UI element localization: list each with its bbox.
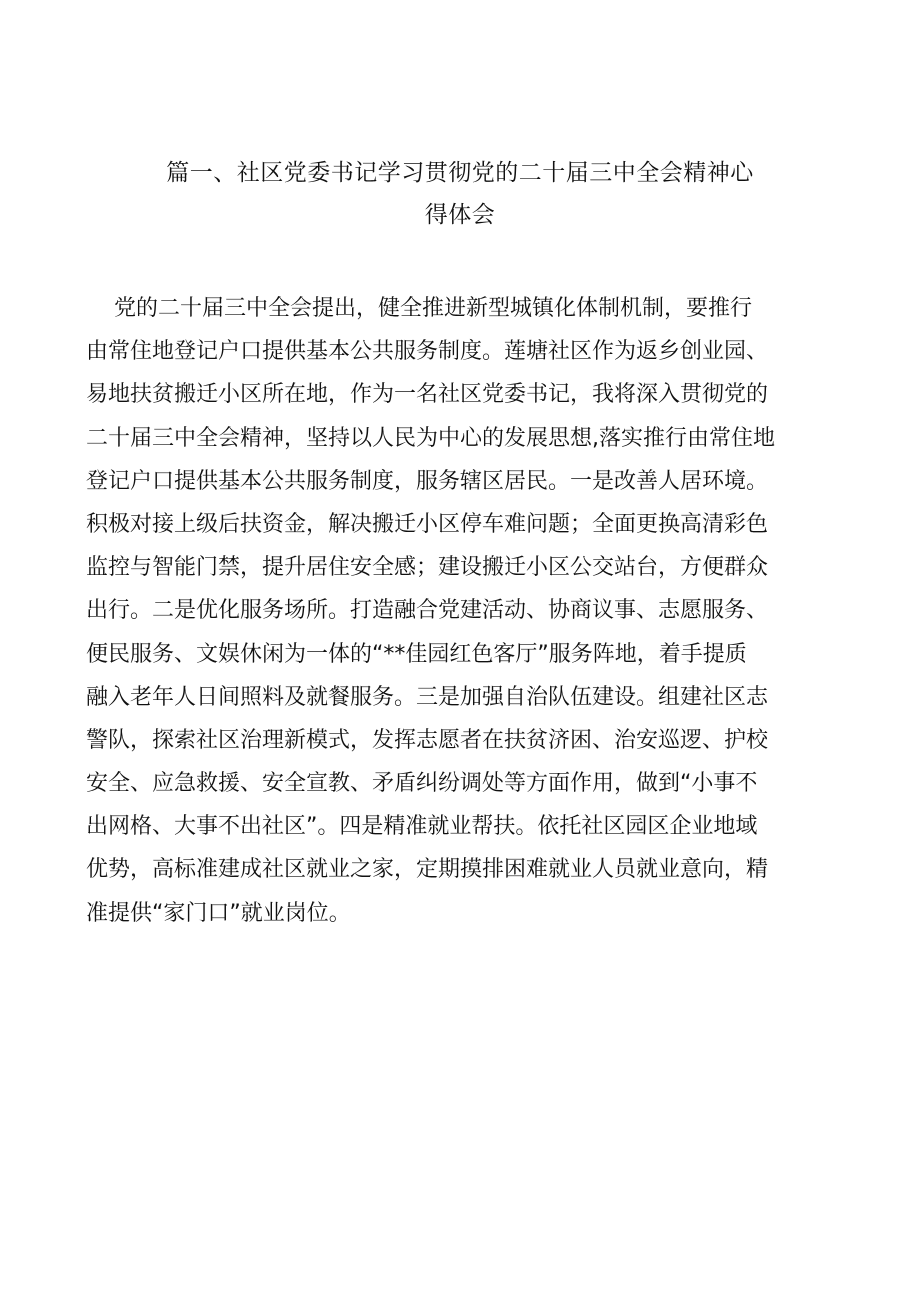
body-line: 警队，探索社区治理新模式，发挥志愿者在扶贫济困、治安巡逻、护校 <box>86 727 769 753</box>
body-line: 由常住地登记户口提供基本公共服务制度。莲塘社区作为返乡创业园、 <box>86 339 769 365</box>
body-line: 党的二十届三中全会提出，健全推进新型城镇化体制机制，要推行 <box>86 296 752 321</box>
body-line: 出网格、大事不出社区”。四是精准就业帮扶。依托社区园区企业地域 <box>86 814 758 840</box>
body-line: 监控与智能门禁，提升居住安全感；建设搬迁小区公交站台，方便群众 <box>86 555 769 581</box>
body-line: 优势，高标准建成社区就业之家，定期摸排困难就业人员就业意向，精 <box>86 857 769 883</box>
body-line: 登记户口提供基本公共服务制度，服务辖区居民。一是改善人居环境。 <box>86 468 769 494</box>
document-title-line-1: 篇一、社区党委书记学习贯彻党的二十届三中全会精神心 <box>166 160 754 186</box>
body-line: 融入老年人日间照料及就餐服务。三是加强自治队伍建设。组建社区志 <box>86 684 769 710</box>
body-line: 二十届三中全会精神，坚持以人民为中心的发展思想,落实推行由常住地 <box>86 425 775 451</box>
document-title-line-2: 得体会 <box>424 202 496 228</box>
body-line: 准提供“家门口”就业岗位。 <box>86 900 351 926</box>
document-body <box>86 287 836 935</box>
body-line: 易地扶贫搬迁小区所在地，作为一名社区党委书记，我将深入贯彻党的 <box>86 382 769 408</box>
body-line: 便民服务、文娱休闲为一体的“**佳园红色客厅”服务阵地，着手提质 <box>86 641 747 667</box>
body-line: 出行。二是优化服务场所。打造融合党建活动、协商议事、志愿服务、 <box>86 598 769 624</box>
body-line: 积极对接上级后扶资金，解决搬迁小区停车难问题；全面更换高清彩色 <box>86 511 769 537</box>
body-line: 安全、应急救援、安全宣教、矛盾纠纷调处等方面作用，做到“小事不 <box>86 771 758 797</box>
